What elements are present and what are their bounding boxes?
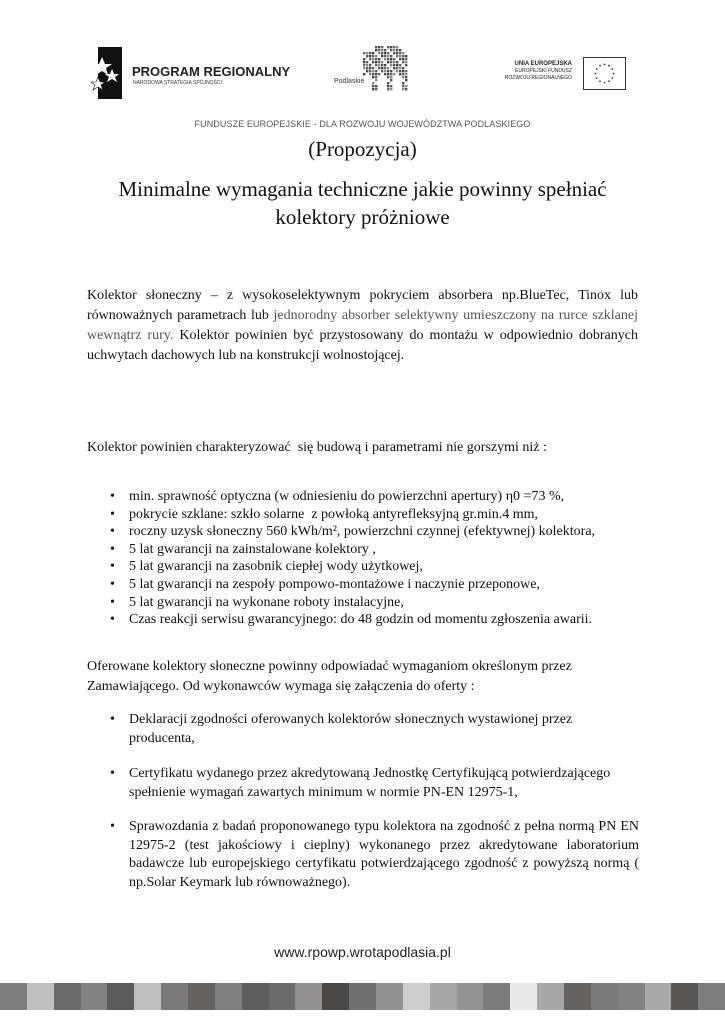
requirement-item: • pokrycie szklane: szkło solarne z powłoką antyrefleksyjną gr.min.4 mm, xyxy=(110,506,650,524)
color-bar-segment xyxy=(134,983,161,1010)
color-bar-segment xyxy=(215,983,242,1010)
proposal-label: (Propozycja) xyxy=(308,137,417,161)
attachments-list xyxy=(110,711,639,892)
color-bar-segment xyxy=(349,983,376,1010)
color-bar-segment xyxy=(671,983,698,1010)
eu-flag-icon xyxy=(583,57,626,90)
podlaskie-label: Podlaskie xyxy=(334,78,365,85)
color-bar-segment xyxy=(403,983,430,1010)
document-title-line1: Minimalne wymagania techniczne jakie powinny spełniać xyxy=(118,177,607,201)
requirement-item: • 5 lat gwarancji na zainstalowane kolektory , xyxy=(110,541,650,559)
requirement-item: • roczny uzysk słoneczny 560 kWh/m², powierzchni czynnej (efektywnej) kolektora, xyxy=(110,523,650,541)
requirement-item: • Czas reakcji serwisu gwarancyjnego: do 48 godzin od momentu zgłoszenia awarii. xyxy=(110,611,650,629)
bison-icon xyxy=(334,44,414,100)
eu-text-block xyxy=(470,60,572,82)
eu-line1: EUROPEJSKI FUNDUSZ xyxy=(515,68,572,74)
color-bar-segment xyxy=(698,983,725,1010)
color-bar-segment xyxy=(537,983,564,1010)
color-bar-segment xyxy=(295,983,322,1010)
podlaskie-logo xyxy=(334,44,414,100)
color-bar-segment xyxy=(430,983,457,1010)
color-bar-segment xyxy=(457,983,484,1010)
attachment-item: • Deklaracji zgodności oferowanych kolektorów słonecznych wystawionej przez producenta, xyxy=(110,711,639,748)
color-bar-segment xyxy=(322,983,349,1010)
footer-url[interactable]: www.rpowp.wrotapodlasia.pl xyxy=(274,944,451,960)
paragraph1-part3: Kolektor powinien być przystosowany do montażu w odpowiednio dobranych uchwytach dachowych lub na konstrukcji wolnostojącej. xyxy=(87,328,638,363)
attachment-item: • Certyfikatu wydanego przez akredytowaną Jednostkę Certyfikującą potwierdzającego spełnienie wymagań zawartych minimum w normie PN-EN 12975-1, xyxy=(110,765,639,802)
color-bar-segment xyxy=(483,983,510,1010)
requirement-item: • 5 lat gwarancji na wykonane roboty instalacyjne, xyxy=(110,594,650,612)
color-bar-segment xyxy=(81,983,108,1010)
program-title: PROGRAM REGIONALNY xyxy=(132,64,291,79)
color-bar-segment xyxy=(54,983,81,1010)
header-tagline: FUNDUSZE EUROPEJSKIE - DLA ROZWOJU WOJEWÓDZTWA PODLASKIEGO xyxy=(194,119,531,129)
paragraph1-absorber-text: jednorodny absorber selektywny umieszczony na rurce szklanej wewnątrz rury. xyxy=(87,308,638,343)
color-bar-segment xyxy=(242,983,269,1010)
offer-requirements-paragraph: Oferowane kolektory słoneczne powinny odpowiadać wymaganiom określonym przez Zamawiającego. Od wykonawców wymaga się załączenia do oferty : xyxy=(87,659,572,694)
color-bar-segment xyxy=(564,983,591,1010)
requirement-item: • 5 lat gwarancji na zasobnik ciepłej wody użytkowej, xyxy=(110,558,650,576)
footer-color-bar xyxy=(0,983,725,1010)
attachment-item: • Sprawozdania z badań proponowanego typu kolektora na zgodność z pełna normą PN EN 12975-2 (test jakościowy i cieplny) wykonanego przez akredytowane laboratorium badawcze lub europejskiego certyfikatu potwierdzającego zgodność z powyższą normą ( np.Solar Keymark lub równoważnego). xyxy=(110,818,639,892)
color-bar-segment xyxy=(645,983,672,1010)
color-bar-segment xyxy=(0,983,27,1010)
color-bar-segment xyxy=(591,983,618,1010)
eu-line2: ROZWOJU REGIONALNEGO xyxy=(504,75,572,81)
program-subtitle: NARODOWA STRATEGIA SPÓJNOŚCI xyxy=(133,80,222,86)
requirements-intro: Kolektor powinien charakteryzować się budową i parametrami nie gorszymi niż : xyxy=(87,440,547,455)
collector-description-paragraph xyxy=(87,286,638,366)
requirements-list xyxy=(110,488,650,629)
star-emblem-icon xyxy=(90,47,124,99)
requirement-item: • min. sprawność optyczna (w odniesieniu do powierzchni apertury) η0 =73 %, xyxy=(110,488,650,506)
document-title-line2: kolektory próżniowe xyxy=(275,205,450,229)
color-bar-segment xyxy=(376,983,403,1010)
color-bar-segment xyxy=(188,983,215,1010)
color-bar-segment xyxy=(510,983,537,1010)
color-bar-segment xyxy=(269,983,296,1010)
requirement-item: • 5 lat gwarancji na zespoły pompowo-montażowe i naczynie przeponowe, xyxy=(110,576,650,594)
color-bar-segment xyxy=(161,983,188,1010)
color-bar-segment xyxy=(27,983,54,1010)
paragraph1-part1: Kolektor słoneczny – z wysokoselektywnym pokryciem absorbera np.BlueTec, Tinox lub równoważnych parametrach lub xyxy=(87,288,638,323)
color-bar-segment xyxy=(618,983,645,1010)
color-bar-segment xyxy=(107,983,134,1010)
eu-title: UNIA EUROPEJSKA xyxy=(514,61,572,67)
